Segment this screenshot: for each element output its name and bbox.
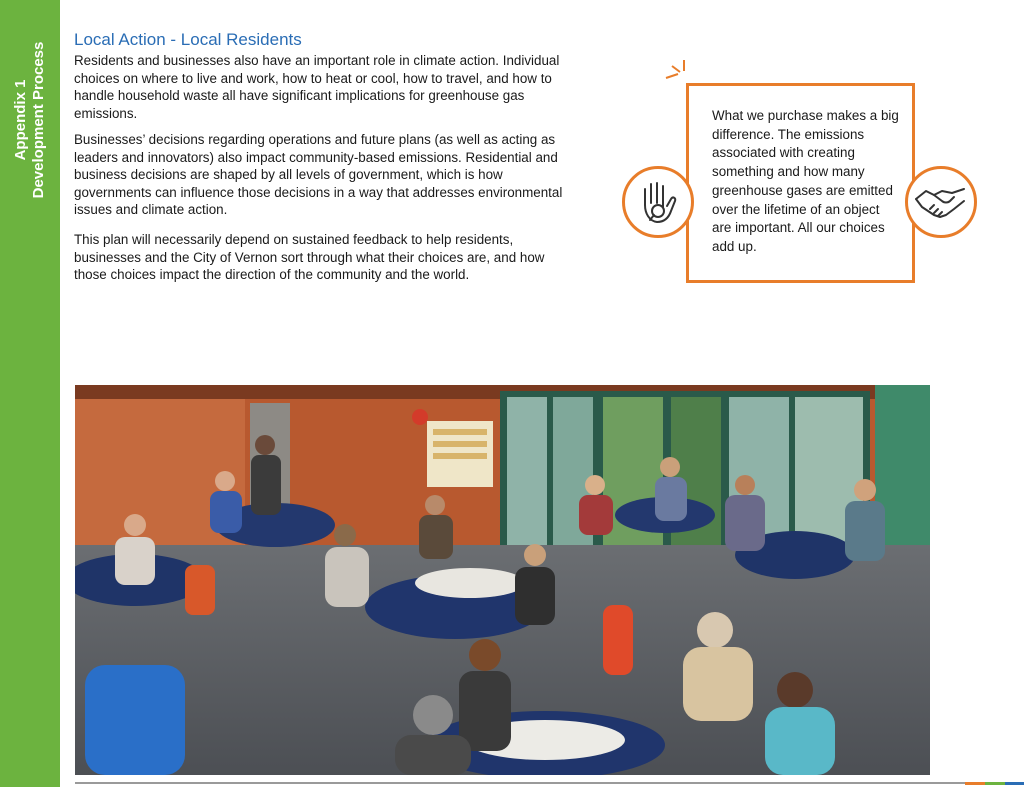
callout-text: What we purchase makes a big difference. The emissions associated with creating something and how many greenhouse gases are emitted over the lifetime of an object are important. All our choices add up. [712,108,899,254]
footer-rule [75,782,965,784]
handshake-icon [905,166,977,238]
sidebar-line-2: Development Process [30,41,47,199]
footer-bar-blue [1005,782,1024,785]
sidebar-band [0,0,60,787]
hand-magnifier-icon [622,166,694,238]
paragraph-1: Residents and businesses also have an important role in climate action. Individual choices on where to live and work, how to heat or cool, how to travel, and how to handle household waste all have significant implications for greenhouse gas emissions. [74,53,560,121]
paragraph-3: This plan will necessarily depend on sustained feedback to help residents, businesses and the City of Vernon sort through what their choices are, and how those choices impact the direction of the community and the world. [74,232,545,282]
section-heading: Local Action - Local Residents [74,30,302,49]
sparkle-icon [664,58,690,80]
sidebar-line-1: Appendix 1 [12,79,29,161]
footer-bar-green [985,782,1005,785]
workshop-photo [75,385,930,775]
footer-bar-orange [965,782,985,785]
paragraph-2: Businesses’ decisions regarding operations and future plans (as well as acting as leaders and innovators) also impact community-based emissions. Residential and business decisions are shaped by all levels of government, which is how governments can influence those decisions in a way that addresses environmental issues and climate action. [74,132,563,217]
sidebar-label [12,42,48,199]
